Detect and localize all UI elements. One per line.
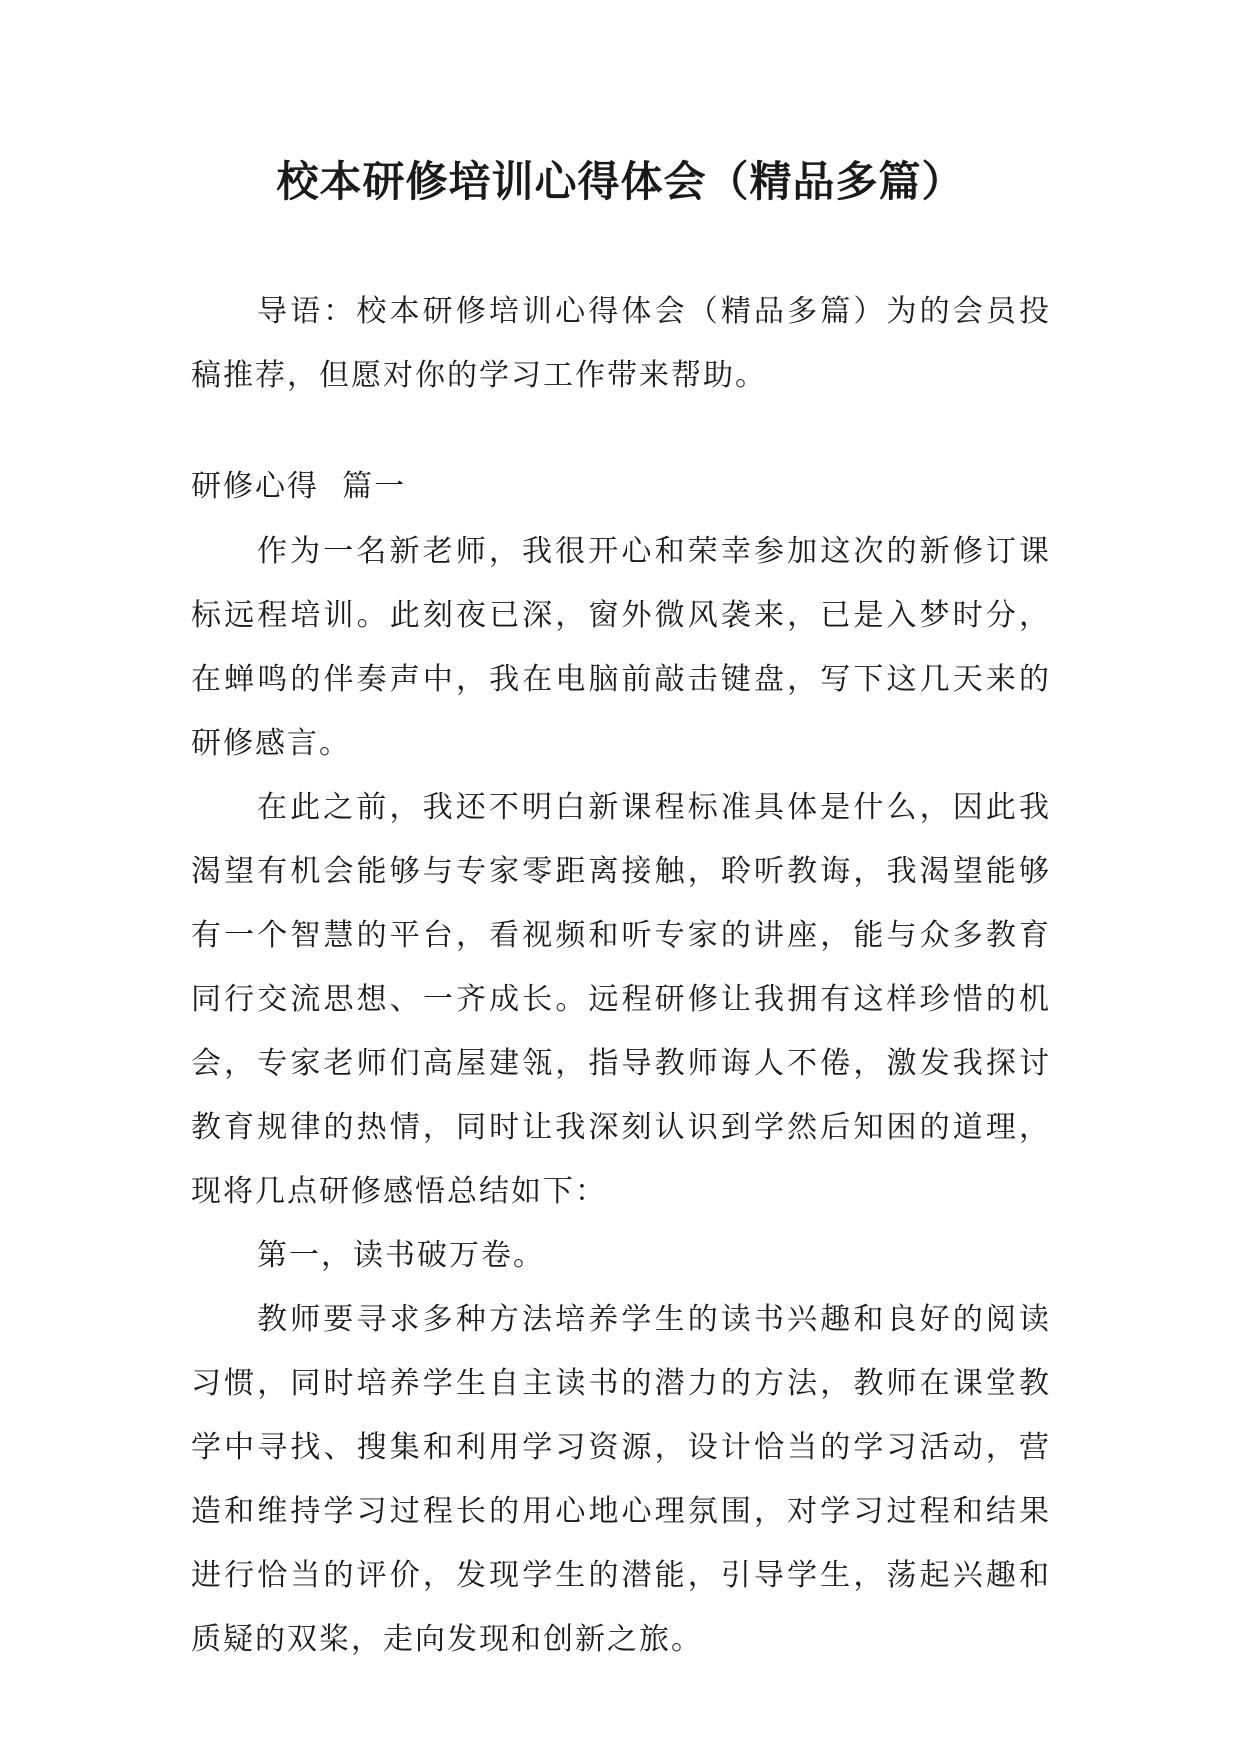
paragraph-1: 作为一名新老师，我很开心和荣幸参加这次的新修订课标远程培训。此刻夜已深，窗外微风袭来，已是入梦时分，在蝉鸣的伴奏声中，我在电脑前敲击键盘，写下这几天来的研修感言。	[191, 534, 1051, 761]
paragraph-2: 在此之前，我还不明白新课程标准具体是什么，因此我渴望有机会能够与专家零距离接触，聆听教诲，我渴望能够有一个智慧的平台，看视频和听专家的讲座，能与众多教育同行交流思想、一齐成长。远程研修让我拥有这样珍惜的机会，专家老师们高屋建瓴，指导教师诲人不倦，激发我探讨教育规律的热情，同时让我深刻认识到学然后知困的道理，现将几点研修感悟总结如下：	[191, 790, 1051, 1209]
intro-paragraph: 导语：校本研修培训心得体会（精品多篇）为的会员投稿推荐，但愿对你的学习工作带来帮助。	[191, 294, 1051, 393]
paragraph-3: 第一，读书破万卷。	[257, 1238, 545, 1273]
paragraph-4: 教师要寻求多种方法培养学生的读书兴趣和良好的阅读习惯，同时培养学生自主读书的潜力的方法，教师在课堂教学中寻找、搜集和利用学习资源，设计恰当的学习活动，营造和维持学习过程长的用心地心理氛围，对学习过程和结果进行恰当的评价，发现学生的潜能，引导学生，荡起兴趣和质疑的双桨，走向发现和创新之旅。	[191, 1302, 1051, 1657]
document-title: 校本研修培训心得体会（精品多篇）	[276, 157, 965, 206]
section-heading: 研修心得 篇一	[191, 469, 407, 504]
section-body	[191, 520, 1051, 1672]
